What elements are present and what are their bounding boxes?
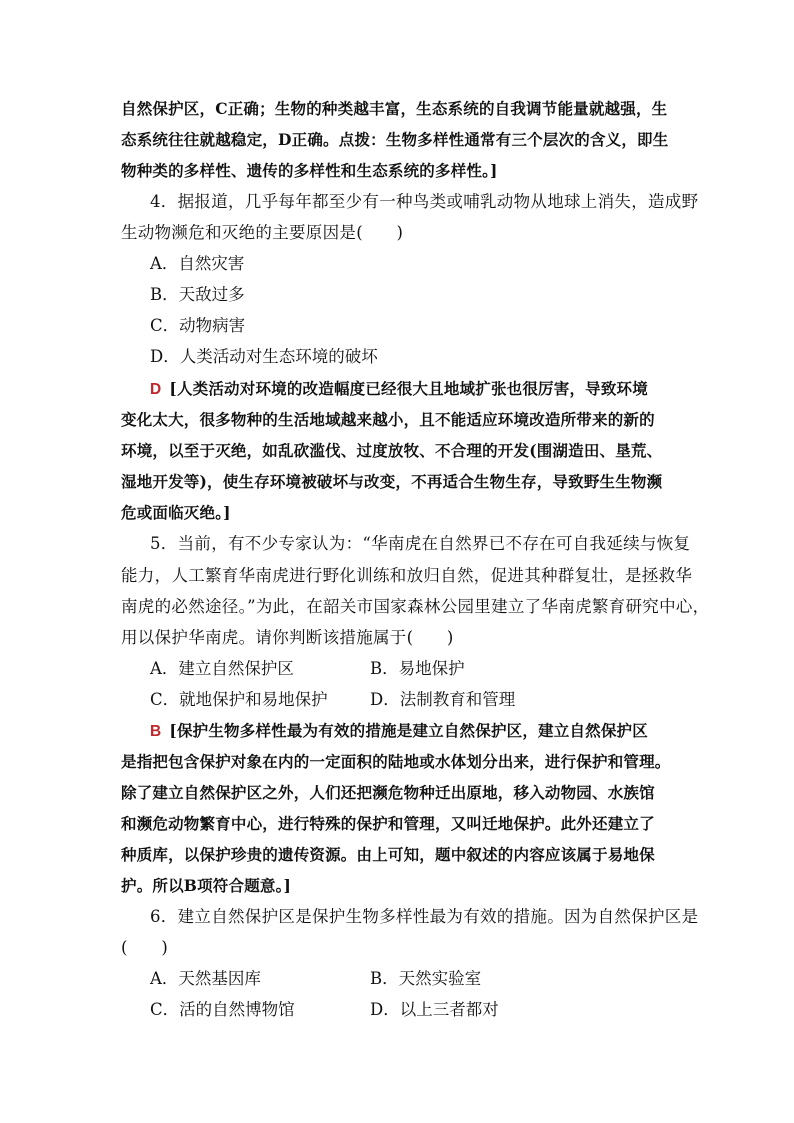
question-4-option-c: C．动物病害 [150, 316, 246, 335]
question-5-line: 南虎的必然途径。”为此，在韶关市国家森林公园里建立了华南虎繁育研究中心， [121, 597, 710, 616]
question-5-option-b: B．易地保护 [370, 659, 465, 678]
explanation-line: 种质库，以保护珍贵的遗传资源。由上可知，题中叙述的内容应该属于易地保 [121, 845, 655, 864]
answer-line: 态系统往往就越稳定，D正确。点拨：生物多样性通常有三个层次的含义，即生 [121, 130, 669, 149]
question-6-option-d: D．以上三者都对 [370, 1000, 499, 1019]
question-4-option-a: A．自然灾害 [150, 254, 245, 273]
question-4-option-b: B．天敌过多 [150, 285, 245, 304]
question-6-line: 6．建立自然保护区是保护生物多样性最为有效的措施。因为自然保护区是 [150, 907, 699, 926]
question-6-option-a: A．天然基因库 [150, 969, 261, 988]
question-5-option-d: D．法制教育和管理 [370, 690, 516, 709]
question-5-line: 用以保护华南虎。请你判断该措施属于( ) [121, 628, 454, 647]
question-4-explanation: D [人类活动对环境的改造幅度已经很大且地域扩张也很厉害，导致环境 [150, 379, 648, 398]
question-5-line: 能力，人工繁育华南虎进行野化训练和放归自然，促进其种群复壮，是拯救华 [121, 566, 693, 585]
answer-letter: B [150, 723, 162, 740]
question-5-explanation: B [保护生物多样性最为有效的措施是建立自然保护区，建立自然保护区 [150, 721, 648, 740]
answer-line: 物种类的多样性、遗传的多样性和生态系统的多样性。] [121, 161, 498, 180]
question-6-line: ( ) [121, 938, 169, 957]
question-4-line: 4．据报道，几乎每年都至少有一种鸟类或哺乳动物从地球上消失，造成野 [150, 192, 699, 211]
explanation-line: 变化太大，很多物种的生活地域越来越小，且不能适应环境改造所带来的新的 [121, 410, 655, 429]
question-4-line: 生动物濒危和灭绝的主要原因是( ) [121, 223, 404, 242]
explanation-line: 危或面临灭绝。] [121, 503, 231, 522]
question-4-option-d: D．人类活动对生态环境的破坏 [150, 347, 378, 366]
question-6-option-b: B．天然实验室 [370, 969, 482, 988]
explanation-line: 除了建立自然保护区之外，人们还把濒危物种迁出原地，移入动物园、水族馆 [121, 783, 655, 802]
answer-letter: D [150, 381, 162, 398]
question-5-option-a: A．建立自然保护区 [150, 659, 294, 678]
explanation-line: 和濒危动物繁育中心，进行特殊的保护和管理，又叫迁地保护。此外还建立了 [121, 814, 655, 833]
explanation-line: 护。所以B项符合题意。] [121, 876, 292, 895]
question-5-line: 5．当前，有不少专家认为：“华南虎在自然界已不存在可自我延续与恢复 [150, 534, 691, 553]
explanation-line: 湿地开发等)，使生存环境被破坏与改变，不再适合生物生存，导致野生生物濒 [121, 472, 663, 491]
explanation-line: 是指把包含保护对象在内的一定面积的陆地或水体划分出来，进行保护和管理。 [121, 752, 671, 771]
answer-line: 自然保护区，C正确；生物的种类越丰富，生态系统的自我调节能量就越强，生 [121, 99, 668, 118]
question-5-option-c: C．就地保护和易地保护 [150, 690, 328, 709]
explanation-line: 环境，以至于灭绝，如乱砍滥伐、过度放牧、不合理的开发(围湖造田、垦荒、 [121, 441, 663, 460]
question-6-option-c: C．活的自然博物馆 [150, 1000, 295, 1019]
